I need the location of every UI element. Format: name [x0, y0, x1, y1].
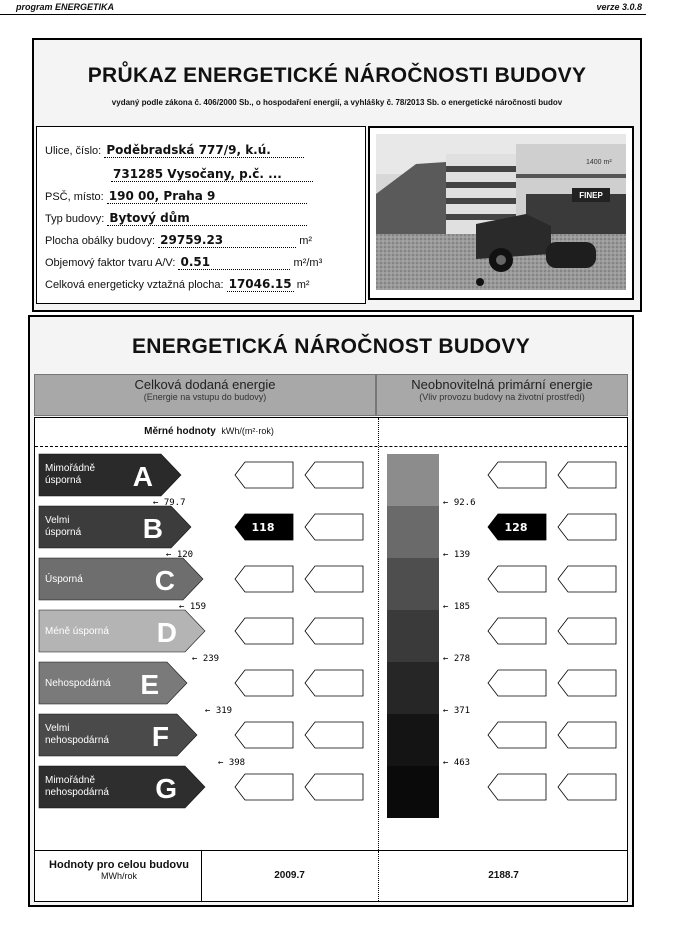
primary-bar-segment-e — [387, 662, 439, 714]
certificate-title: PRŮKAZ ENERGETICKÉ NÁROČNOSTI BUDOVY — [87, 64, 587, 87]
delivered-threshold: ← 159 — [179, 602, 207, 612]
street-line1: Poděbradská 777/9, k.ú. — [104, 143, 304, 158]
class-letter-c: C — [154, 565, 175, 596]
right-column-header — [376, 374, 628, 416]
delivered-marker-b-value: 118 — [251, 521, 275, 534]
class-letter-f: F — [151, 721, 169, 752]
primary-marker2-c — [558, 566, 616, 592]
primary-threshold: ← 463 — [443, 758, 471, 768]
delivered-threshold: ← 120 — [166, 550, 194, 560]
delivered-marker-c — [235, 566, 293, 592]
primary-marker-g — [488, 774, 546, 800]
total-delivered-energy: 2009.7 — [201, 851, 377, 901]
primary-threshold: ← 278 — [443, 654, 471, 664]
delivered-marker-f — [235, 722, 293, 748]
primary-marker-c — [488, 566, 546, 592]
specific-values-label: Měrné hodnoty kWh/(m²·rok) — [144, 426, 274, 437]
primary-marker-a — [488, 462, 546, 488]
street-line2: 731285 Vysočany, p.č. ... — [111, 167, 313, 182]
envelope-value: 29759.23 — [158, 233, 296, 248]
envelope-label: Plocha obálky budovy: — [45, 235, 156, 247]
delivered-marker-a — [235, 462, 293, 488]
class-name-b: Velmi — [45, 515, 70, 526]
class-name-d: Méně úsporná — [45, 626, 109, 637]
shape-factor-label: Objemový faktor tvaru A/V: — [45, 257, 176, 269]
primary-marker2-b — [558, 514, 616, 540]
right-column-title: Neobnovitelná primární energie — [411, 377, 593, 392]
floor-area-value: 17046.15 — [228, 277, 292, 291]
energy-rating-scale — [35, 418, 627, 850]
certificate-panel — [32, 38, 642, 312]
primary-marker2-f — [558, 722, 616, 748]
rating-area — [34, 417, 628, 851]
primary-marker-d — [488, 618, 546, 644]
floor-area-unit: m² — [296, 279, 310, 291]
class-name2-b: úsporná — [45, 527, 82, 538]
delivered-threshold: ← 79.7 — [153, 498, 186, 508]
psc-label: PSČ, místo: — [45, 191, 104, 203]
energy-panel — [28, 315, 634, 907]
right-column-subtitle: (Vliv provozu budovy na životní prostředí) — [419, 392, 585, 402]
psc-value: 190 00, Praha 9 — [107, 189, 307, 204]
shape-factor-unit: m²/m³ — [293, 257, 323, 269]
street-label: Ulice, číslo: — [45, 145, 102, 157]
class-name-c: Úsporná — [45, 574, 83, 585]
building-photo-illustration — [376, 134, 626, 290]
type-label: Typ budovy: — [45, 213, 105, 225]
delivered-threshold: ← 239 — [192, 654, 220, 664]
photo-sign-small: 1400 m² — [586, 159, 612, 166]
delivered-marker2-c — [305, 566, 363, 592]
delivered-marker2-g — [305, 774, 363, 800]
primary-threshold: ← 371 — [443, 706, 471, 716]
class-name-f: Velmi — [45, 723, 70, 734]
primary-marker-f — [488, 722, 546, 748]
primary-bar-segment-b — [387, 506, 439, 558]
photo-sign: FINEP — [579, 191, 603, 200]
delivered-marker2-f — [305, 722, 363, 748]
primary-bar-segment-a — [387, 454, 439, 506]
left-column-title: Celková dodaná energie — [134, 377, 276, 392]
class-name-e: Nehospodárná — [45, 678, 111, 689]
class-name-g: Mimořádně — [45, 775, 96, 786]
class-letter-e: E — [140, 669, 159, 700]
header-divider — [0, 14, 646, 15]
primary-marker2-d — [558, 618, 616, 644]
type-value: Bytový dům — [107, 211, 307, 226]
envelope-unit: m² — [299, 235, 313, 247]
primary-marker2-e — [558, 670, 616, 696]
totals-row — [34, 850, 628, 902]
primary-threshold: ← 92.6 — [443, 498, 476, 508]
left-column-header — [34, 374, 376, 416]
delivered-marker2-a — [305, 462, 363, 488]
primary-marker2-a — [558, 462, 616, 488]
energy-title: ENERGETICKÁ NÁROČNOST BUDOVY — [131, 335, 531, 358]
class-name2-a: úsporná — [45, 475, 82, 486]
certificate-subtitle: vydaný podle zákona č. 406/2000 Sb., o hospodaření energií, a vyhlášky č. 78/2013 Sb. o energetické náročnosti budov — [111, 98, 563, 107]
primary-bar-segment-c — [387, 558, 439, 610]
primary-bar-segment-d — [387, 610, 439, 662]
primary-threshold: ← 185 — [443, 602, 471, 612]
delivered-marker2-e — [305, 670, 363, 696]
building-info — [36, 126, 366, 304]
delivered-marker-g — [235, 774, 293, 800]
primary-marker-b-value: 128 — [504, 521, 528, 534]
delivered-marker-e — [235, 670, 293, 696]
delivered-marker2-b — [305, 514, 363, 540]
primary-marker2-g — [558, 774, 616, 800]
class-name2-f: nehospodárná — [45, 735, 109, 746]
shape-factor-value: 0.51 — [178, 255, 290, 270]
delivered-threshold: ← 319 — [205, 706, 233, 716]
floor-area-label: Celková energeticky vztažná plocha: — [45, 279, 224, 291]
class-name2-g: nehospodárná — [45, 787, 109, 798]
version-label: verze 3.0.8 — [596, 2, 642, 12]
left-column-subtitle: (Energie na vstupu do budovy) — [143, 392, 267, 402]
class-letter-d: D — [156, 617, 177, 648]
class-letter-a: A — [132, 461, 153, 492]
class-letter-b: B — [142, 513, 163, 544]
primary-marker-e — [488, 670, 546, 696]
delivered-threshold: ← 398 — [218, 758, 246, 768]
primary-bar-segment-g — [387, 766, 439, 818]
primary-bar-segment-f — [387, 714, 439, 766]
building-photo — [368, 126, 634, 300]
delivered-marker-d — [235, 618, 293, 644]
delivered-marker2-d — [305, 618, 363, 644]
program-name: program ENERGETIKA — [16, 2, 115, 12]
primary-threshold: ← 139 — [443, 550, 471, 560]
class-letter-g: G — [155, 773, 177, 804]
class-name-a: Mimořádně — [45, 463, 96, 474]
totals-label: Hodnoty pro celou budovu MWh/rok — [49, 859, 189, 881]
total-primary-energy: 2188.7 — [378, 851, 628, 901]
